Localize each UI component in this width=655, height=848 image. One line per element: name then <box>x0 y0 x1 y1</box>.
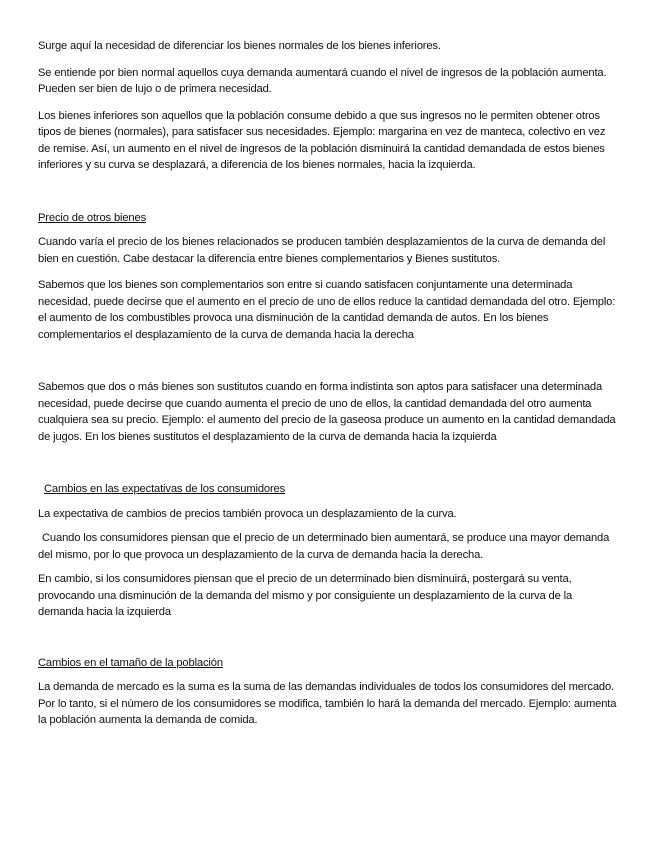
paragraph-expectativa-aumento: Cuando los consumidores piensan que el precio de un determinado bien aumentará, se produce una mayor demanda del mismo, por lo que provoca un desplazamiento de la curva de demanda hacia la derecha. <box>38 532 610 561</box>
paragraph-bienes-complementarios: Sabemos que los bienes son complementarios son entre si cuando satisfacen conjuntamente una determinada necesidad, puede decirse que el aumento en el precio de uno de ellos reduce la cantidad demandada del otro. Ejemplo: el aumento de los combustibles provoca una disminución de la cantidad demanda de autos. En los bienes complementarios el desplazamiento de la curva de demanda hacia la derecha <box>38 279 616 341</box>
paragraph-demanda-mercado: La demanda de mercado es la suma es la suma de las demandas individuales de todos los consumidores del mercado. Por lo tanto, si el número de los consumidores se modifica, también lo hará la demanda del mercado. Ejemplo: aumenta la población aumenta la demanda de comida. <box>38 681 617 726</box>
paragraph-bienes-intro: Surge aquí la necesidad de diferenciar los bienes normales de los bienes inferiores. <box>38 40 441 52</box>
heading-precio-otros-bienes: Precio de otros bienes <box>38 211 147 224</box>
paragraph-bienes-sustitutos: Sabemos que dos o más bienes son sustitutos cuando en forma indistinta son aptos para satisfacer una determinada necesidad, puede decirse que cuando aumenta el precio de uno de ellos, la cantidad demandada del otro aumenta cualquiera sea su precio. Ejemplo: el aumento del precio de la gaseosa produce un aumento en la cantidad demandada de jugos. En los bienes sustitutos el desplazamiento de la curva de demanda hacia la izquierda <box>38 381 616 443</box>
paragraph-bienes-inferiores: Los bienes inferiores son aquellos que la población consume debido a que sus ingresos no le permiten obtener otros tipos de bienes (normales), para satisfacer sus necesidades. Ejemplo: margarina en vez de manteca, colectivo en vez de remise. Así, un aumento en el nivel de ingresos de la población disminuirá la cantidad demandada de estos bienes inferiores y su curva se desplazará, a diferencia de los bienes normales, hacia la izquierda. <box>38 109 606 171</box>
paragraph-expectativa-cambios: La expectativa de cambios de precios también provoca un desplazamiento de la curva. <box>38 507 457 520</box>
paragraph-bien-normal: Se entiende por bien normal aquellos cuya demanda aumentará cuando el nivel de ingresos de la población aumenta. Pueden ser bien de lujo o de primera necesidad. <box>38 66 607 95</box>
heading-expectativas: Cambios en las expectativas de los consumidores <box>44 483 286 495</box>
paragraph-expectativa-disminucion: En cambio, si los consumidores piensan que el precio de un determinado bien disminuirá, postergará su venta, provocando una disminución de la demanda del mismo y por consiguiente un desplazamiento de la curva de la demanda hacia la izquierda <box>38 573 573 618</box>
heading-tamano-poblacion: Cambios en el tamaño de la población <box>38 656 223 669</box>
paragraph-bienes-relacionados: Cuando varía el precio de los bienes relacionados se producen también desplazamientos de la curva de demanda del bien en cuestión. Cabe destacar la diferencia entre bienes complementarios y Bienes sustitutos. <box>38 236 606 265</box>
